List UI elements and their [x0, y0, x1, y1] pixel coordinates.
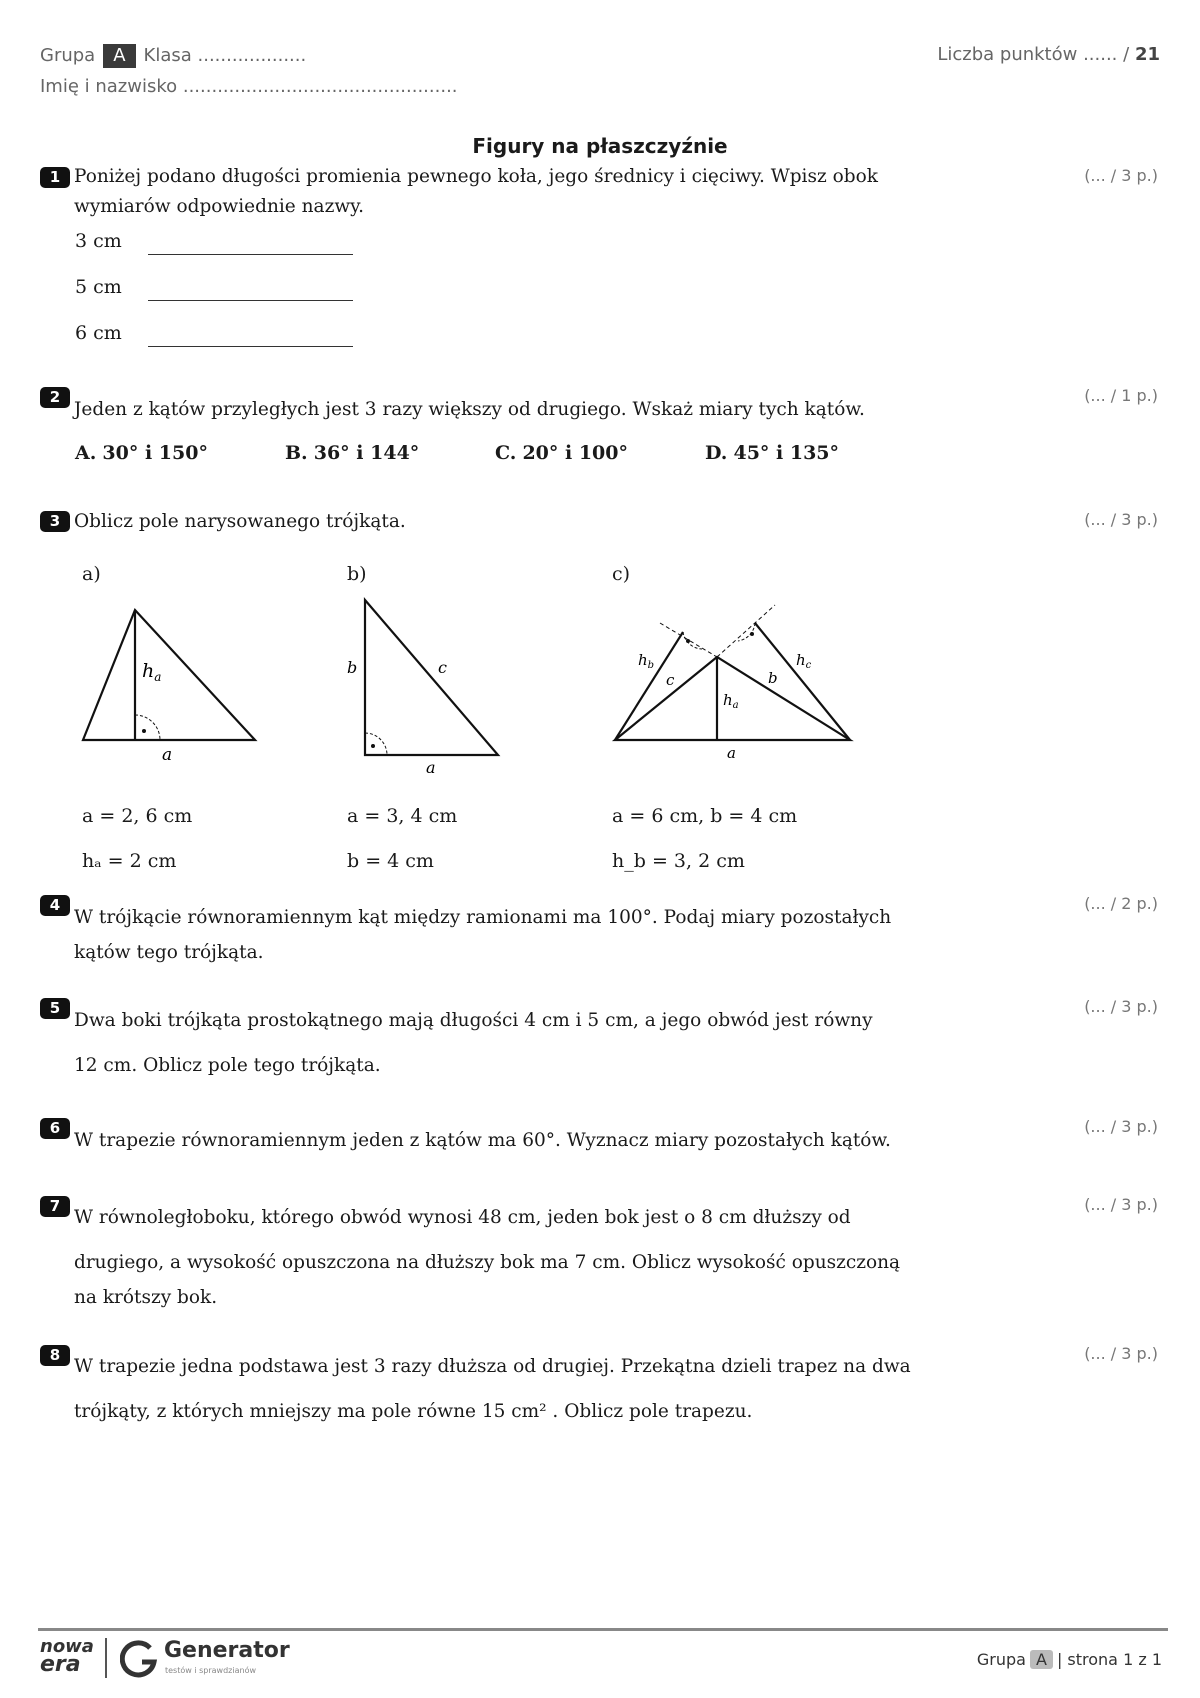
triangle-figure-b — [340, 595, 510, 775]
question-points: (... / 3 p.) — [1084, 1344, 1158, 1363]
question-text-line: 12 cm. Oblicz pole tego trójkąta. — [74, 1055, 381, 1076]
question-points: (... / 2 p.) — [1084, 894, 1158, 913]
question-text-line: kątów tego trójkąta. — [74, 942, 264, 963]
logo-nowa: nowa — [40, 1636, 94, 1657]
question-text-line: na krótszy bok. — [74, 1287, 218, 1308]
given-values: a = 6 cm, b = 4 cm — [612, 805, 798, 827]
header-group-line — [40, 44, 306, 68]
nowa-era-logo — [40, 1636, 94, 1677]
question-number: 8 — [40, 1345, 70, 1366]
right-angle-mark — [135, 715, 160, 740]
figure-label: c) — [612, 563, 631, 585]
label-hb: $h_b$ — [638, 651, 655, 671]
given-values: a = 3, 4 cm — [347, 805, 458, 827]
points-summary — [937, 44, 1160, 65]
logo-era: era — [40, 1652, 81, 1677]
triangle-figure-c — [600, 595, 870, 775]
option-b[interactable] — [285, 442, 419, 464]
question-points: (... / 3 p.) — [1084, 1195, 1158, 1214]
right-angle-mark — [365, 733, 387, 755]
right-angle-dot — [142, 729, 146, 733]
answer-item-label: 6 cm — [75, 322, 122, 344]
question-points: (... / 1 p.) — [1084, 386, 1158, 405]
question-text-line: W trójkącie równoramiennym kąt między ramionami ma 100°. Podaj miary pozostałych — [74, 907, 892, 928]
footer-group-badge: A — [1030, 1650, 1053, 1669]
question-text-line: W trapezie równoramiennym jeden z kątów ma 60°. Wyznacz miary pozostałych kątów. — [74, 1130, 891, 1151]
page-title: Figury na płaszczyźnie — [472, 134, 728, 158]
extension-line — [717, 605, 775, 657]
answer-line[interactable] — [148, 253, 353, 255]
footer-group-label: Grupa — [976, 1650, 1026, 1669]
option-value: 45° i 135° — [733, 442, 840, 464]
question-text: Poniżej podano długości promienia pewnego koła, jego średnicy i cięciwy. Wpisz obok wymiarów odpowiednie nazwy. — [74, 166, 878, 217]
footer-divider — [38, 1628, 1168, 1631]
option-letter: D. — [705, 442, 728, 464]
question-points: (... / 3 p.) — [1084, 997, 1158, 1016]
option-value: 30° i 150° — [102, 442, 208, 464]
answer-item-label: 5 cm — [75, 276, 122, 298]
group-label: Grupa — [40, 45, 96, 66]
right-angle-dot — [371, 744, 375, 748]
question-number: 4 — [40, 895, 70, 916]
answer-line[interactable] — [148, 299, 353, 301]
question-text-line: W trapezie jedna podstawa jest 3 razy dłuższa od drugiej. Przekątna dzieli trapez na dwa — [74, 1356, 911, 1377]
figure-label: b) — [347, 563, 367, 585]
option-letter: C. — [495, 442, 517, 464]
label-hc: $h_c$ — [796, 651, 812, 671]
question-number: 5 — [40, 998, 70, 1019]
name-label: Imię i nazwisko ................................................ — [40, 76, 458, 97]
logo-separator — [105, 1638, 107, 1678]
triangle-b-outline — [365, 600, 498, 755]
answer-line[interactable] — [148, 345, 353, 347]
question-number: 7 — [40, 1196, 70, 1217]
question-number: 6 — [40, 1118, 70, 1139]
page-number: | strona 1 z 1 — [1056, 1650, 1162, 1669]
question-text: Oblicz pole narysowanego trójkąta. — [74, 511, 406, 532]
question-points: (... / 3 p.) — [1084, 1117, 1158, 1136]
label-a: a — [426, 758, 436, 775]
question-number: 1 — [40, 167, 70, 188]
question-text-line: Dwa boki trójkąta prostokątnego mają długości 4 cm i 5 cm, a jego obwód jest równy — [74, 1010, 873, 1031]
label-a: a — [162, 745, 173, 765]
figure-label: a) — [82, 563, 101, 585]
answer-item-label: 3 cm — [75, 230, 122, 252]
right-angle-dot — [686, 639, 690, 643]
question-number: 2 — [40, 387, 70, 408]
question-points: (... / 3 p.) — [1084, 166, 1158, 185]
given-values: hₐ = 2 cm — [82, 850, 177, 872]
label-c: c — [666, 671, 675, 689]
label-ha: $h_a$ — [142, 660, 162, 684]
option-value: 36° i 144° — [313, 442, 420, 464]
given-values: h_b = 3, 2 cm — [612, 850, 745, 872]
group-badge: A — [103, 44, 135, 68]
question-points: (... / 3 p.) — [1084, 510, 1158, 529]
logo-generator: Generator — [164, 1638, 290, 1663]
logo-tagline: testów i sprawdzianów — [165, 1666, 256, 1675]
points-label: Liczba punktów ...... / — [937, 44, 1130, 65]
question-text-line: W równoległoboku, którego obwód wynosi 48 cm, jeden bok jest o 8 cm dłuższy od — [74, 1207, 851, 1228]
footer-page-info — [977, 1650, 1162, 1669]
right-angle-dot — [750, 632, 754, 636]
given-values: a = 2, 6 cm — [82, 805, 193, 827]
option-letter: A. — [75, 442, 97, 464]
class-label: Klasa ................... — [143, 45, 307, 66]
points-total: 21 — [1134, 44, 1160, 65]
label-c: c — [438, 658, 447, 677]
label-b: b — [347, 658, 358, 677]
option-value: 20° i 100° — [522, 442, 629, 464]
right-angle-mark — [738, 623, 755, 641]
label-b: b — [768, 669, 778, 687]
question-text: Jeden z kątów przyległych jest 3 razy większy od drugiego. Wskaż miary tych kątów. — [74, 399, 865, 420]
triangle-a-outline — [83, 610, 255, 740]
option-d[interactable] — [705, 442, 839, 464]
option-a[interactable] — [75, 442, 208, 464]
generator-logo-icon — [120, 1638, 160, 1680]
question-text-line: drugiego, a wysokość opuszczona na dłuższy bok ma 7 cm. Oblicz wysokość opuszczoną — [74, 1252, 901, 1273]
question-text-line: trójkąty, z których mniejszy ma pole równe 15 cm² . Oblicz pole trapezu. — [74, 1401, 753, 1422]
question-number: 3 — [40, 511, 70, 532]
label-a: a — [727, 744, 736, 762]
label-ha: $h_a$ — [723, 691, 739, 711]
given-values: b = 4 cm — [347, 850, 434, 872]
option-c[interactable] — [495, 442, 628, 464]
option-letter: B. — [285, 442, 308, 464]
triangle-figure-a — [70, 600, 270, 770]
